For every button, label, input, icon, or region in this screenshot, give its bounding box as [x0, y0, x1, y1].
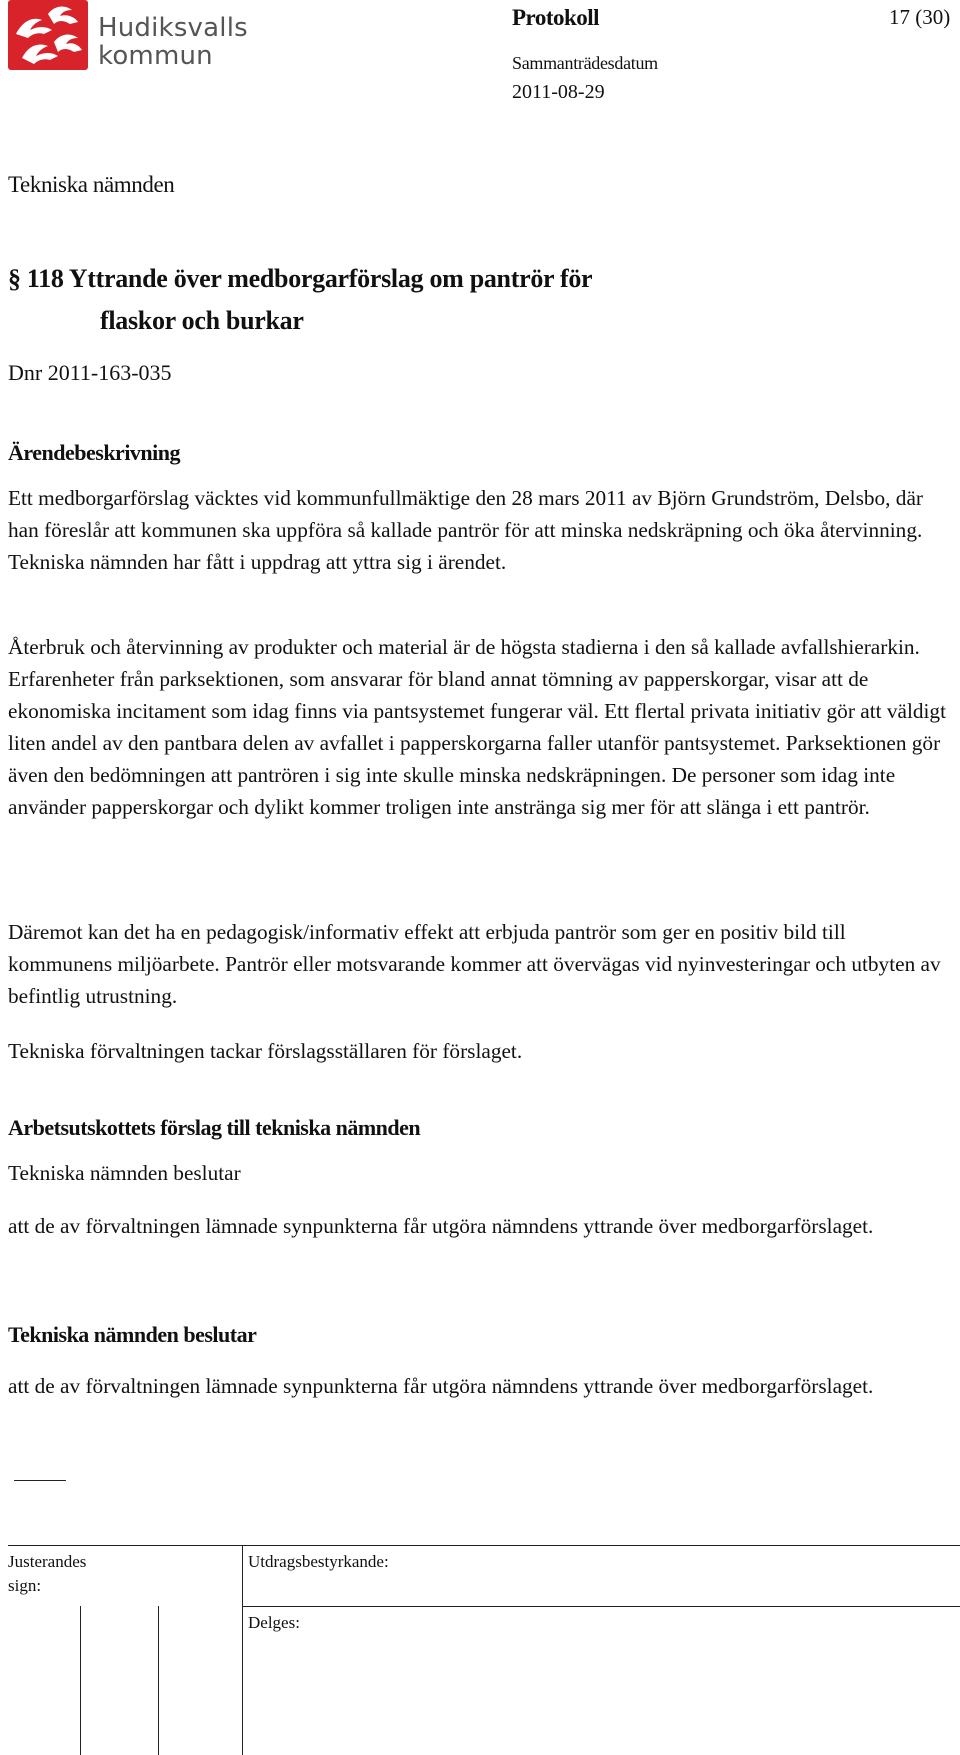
- extract-certification-label: Utdragsbestyrkande:: [248, 1552, 389, 1571]
- paragraph-2: Återbruk och återvinning av produkter och material är de högsta stadierna i den så kallade avfallshierarkin. Erfarenheter från parksektionen, som ansvarar för bland annat tömning av papperskorgar, visar att de ekonomiska incitament som idag finns via pantsystemet fungerar väl. Ett flertal privata initiativ gör att väldigt liten andel av den pantbara delen av avfallet i papperskorgarna faller utanför pantsystemet. Parksektionen gör även den bedömningen att pantrören i sig inte skulle minska nedskräpningen. De personer som idag inte använder papperskorgar och dylikt kommer troligen inte anstränga sig mer för att slänga i ett pantrör.: [8, 635, 946, 819]
- signature-divider-2: [158, 1606, 159, 1755]
- page-number: 17 (30): [889, 5, 951, 29]
- logo-text-line1: Hudiksvalls: [98, 13, 248, 43]
- meeting-date-label: Sammanträdesdatum: [512, 53, 658, 73]
- goat-crest-icon: [8, 0, 88, 80]
- adjusters-label-line1: Justerandes: [8, 1552, 87, 1571]
- municipality-logo: [8, 0, 248, 80]
- heading-decision: Tekniska nämnden beslutar: [8, 1322, 257, 1347]
- paragraph-6: att de av förvaltningen lämnade synpunkterna får utgöra nämndens yttrande över medborgarförslaget.: [8, 1214, 874, 1238]
- footer-top-rule: [8, 1545, 960, 1546]
- logo-text-line2: kommun: [98, 41, 213, 71]
- paragraph-7: att de av förvaltningen lämnade synpunkterna får utgöra nämndens yttrande över medborgarförslaget.: [8, 1374, 874, 1398]
- case-number: Dnr 2011-163-035: [8, 360, 172, 385]
- meeting-date-value: 2011-08-29: [512, 81, 605, 103]
- paragraph-1: Ett medborgarförslag väcktes vid kommunfullmäktige den 28 mars 2011 av Björn Grundström, Delsbo, där han föreslår att kommunen ska uppföra så kallade pantrör för att minska nedskräpning och öka återvinning. Tekniska nämnden har fått i uppdrag att yttra sig i ärendet.: [8, 486, 923, 574]
- footer-mid-rule: [242, 1606, 960, 1607]
- paragraph-5: Tekniska nämnden beslutar: [8, 1161, 241, 1185]
- section-title: [8, 258, 948, 342]
- section-title-line1: § 118 Yttrande över medborgarförslag om pantrör för: [8, 264, 593, 293]
- committee-name: Tekniska nämnden: [8, 172, 175, 197]
- signature-divider-1: [80, 1606, 81, 1755]
- adjusters-label-line2: sign:: [8, 1576, 42, 1595]
- logo-wordmark: [98, 14, 248, 70]
- adjusters-signature-label: [8, 1550, 86, 1598]
- document-type: Protokoll: [512, 5, 600, 30]
- paragraph-3: Däremot kan det ha en pedagogisk/informativ effekt att erbjuda pantrör som ger en positiv bild till kommunens miljöarbete. Pantrör eller motsvarande kommer att övervägas vid nyinvesteringar och utbyten av befintlig utrustning.: [8, 920, 941, 1008]
- paragraph-4: Tekniska förvaltningen tackar förslagsställaren för förslaget.: [8, 1039, 523, 1063]
- distribution-label: Delges:: [248, 1613, 300, 1632]
- heading-case-description: Ärendebeskrivning: [8, 440, 181, 465]
- footer-column-divider: [242, 1545, 243, 1755]
- heading-committee-proposal: Arbetsutskottets förslag till tekniska nämnden: [8, 1115, 421, 1140]
- section-title-line2: flaskor och burkar: [100, 306, 304, 335]
- end-rule: [14, 1480, 66, 1481]
